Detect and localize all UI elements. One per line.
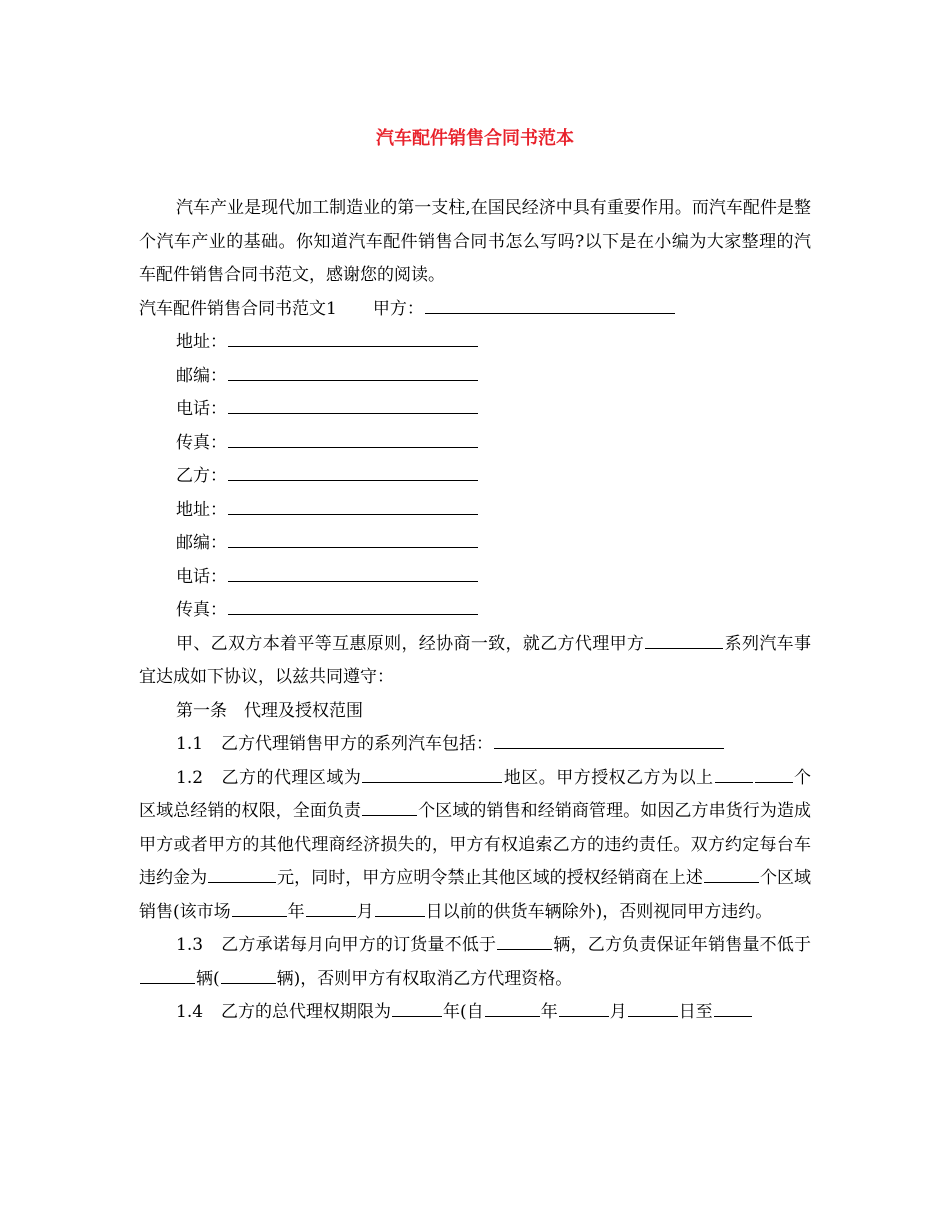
field-label: 邮编：: [176, 365, 227, 386]
clause-blank: [497, 948, 552, 950]
clause-blank: [140, 982, 195, 984]
clause-blank: [559, 1015, 609, 1017]
clause-blank: [392, 1015, 442, 1017]
sample-heading: 汽车配件销售合同书范文1: [139, 298, 337, 319]
field-label: 地址：: [176, 332, 227, 352]
field-blank: [228, 613, 478, 615]
clause-blank: [714, 1015, 752, 1017]
document-title: 汽车配件销售合同书范本: [376, 128, 574, 149]
agreement-paragraph: 甲、乙双方本着平等互惠原则，经协商一致，就乙方代理甲方 系列汽车事宜达成如下协议，以兹共同遵守：: [139, 633, 811, 687]
field-label: 传真：: [176, 600, 227, 620]
clause-blank: [715, 781, 753, 783]
document-body: [139, 192, 811, 1030]
field-label: 传真：: [176, 432, 227, 453]
clause-blank: [704, 881, 759, 883]
party-b-blank: [228, 479, 478, 481]
field-blank: [228, 580, 478, 582]
clause-blank: [362, 781, 502, 783]
clause-blank: [485, 1015, 540, 1017]
field-blank: [228, 513, 478, 515]
clause-1-1: 1.1 乙方代理销售甲方的系列汽车包括：: [139, 728, 811, 762]
party-b-address-row: [139, 494, 811, 528]
field-label: 电话：: [176, 399, 227, 419]
clause-blank: [362, 814, 417, 816]
clause-blank: [494, 747, 724, 749]
clause-blank: [375, 915, 425, 917]
field-blank: [228, 446, 478, 448]
party-b-row: [139, 460, 811, 494]
party-a-address-row: [139, 326, 811, 360]
party-b-phone-row: [139, 561, 811, 595]
field-blank: [228, 412, 478, 414]
field-blank: [228, 345, 478, 347]
party-a-fax-row: [139, 427, 811, 461]
party-b-postcode-row: [139, 527, 811, 561]
clause-blank: [221, 982, 276, 984]
series-blank: [645, 647, 723, 649]
clause-1-4: 1.4 乙方的总代理权期限为 年(自 年 月 日至: [139, 996, 811, 1030]
clause-blank: [306, 915, 356, 917]
party-a-label: 甲方：: [372, 298, 424, 319]
party-b-fax-row: [139, 594, 811, 628]
clause-blank: [628, 1015, 678, 1017]
field-blank: [228, 379, 478, 381]
party-a-postcode-row: [139, 360, 811, 394]
clause-1-3: 1.3 乙方承诺每月向甲方的订货量不低于 辆，乙方负责保证年销售量不低于辆( 辆)，否则甲方有权取消乙方代理资格。: [139, 929, 811, 996]
clause-1-2: 1.2 乙方的代理区域为 地区。甲方授权乙方为以上 个区域总经销的权限，全面负责 个区域的销售和经销商管理。如因乙方串货行为造成甲方或者甲方的其他代理商经济损失的，甲方有权追索乙方的违约责任。双方约定每台车违约金为 元，同时，甲方应明令禁止其他区域的授权经销商在上述 个区域销售(该市场 年 月 日以前的供货车辆除外)，否则视同甲方违约。: [139, 767, 812, 922]
sample-heading-row: [139, 293, 811, 327]
party-b-label: 乙方：: [176, 466, 227, 486]
party-a-blank: [425, 312, 675, 314]
intro-paragraph: 汽车产业是现代加工制造业的第一支柱,在国民经济中具有重要作用。而汽车配件是整个汽车产业的基础。你知道汽车配件销售合同书怎么写吗?以下是在小编为大家整理的汽车配件销售合同书范文，感谢您的阅读。: [139, 198, 811, 285]
clause-blank: [232, 915, 287, 917]
field-label: 地址：: [176, 499, 227, 520]
article-1-title: 第一条 代理及授权范围: [176, 700, 363, 721]
field-blank: [228, 546, 478, 548]
field-label: 邮编：: [176, 533, 227, 553]
party-a-phone-row: [139, 393, 811, 427]
field-label: 电话：: [176, 566, 227, 587]
clause-blank: [755, 781, 793, 783]
clause-blank: [208, 881, 276, 883]
